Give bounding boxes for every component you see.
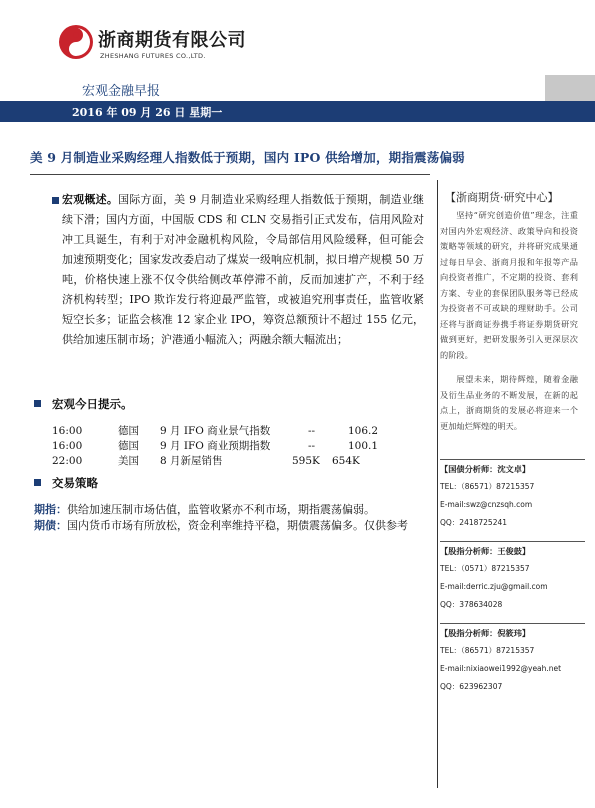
strategy-label: 期指： [34,503,67,516]
event-name: 9 月 IFO 商业预期指数 [160,440,271,452]
analyst-tel: TEL：（86571）87215357 [440,482,535,491]
event-row [52,439,432,454]
analyst-qq: QQ：378634028 [440,600,503,609]
event-row [52,424,432,439]
events-section-title: 宏观今日提示。 [52,397,133,411]
event-time: 22:00 [52,455,83,467]
strategy-item [34,502,424,518]
strategy-label: 期债： [34,519,67,532]
company-logo-icon [58,24,94,60]
headline-divider [30,174,430,175]
event-name: 9 月 IFO 商业景气指数 [160,425,271,437]
event-forecast: 654K [332,455,360,467]
sidebar-intro-paragraph: 展望未来，期待辉煌，随着金融及衍生品业务的不断发展，在新的起点上，浙商期货的发展必将迎来一个更加灿烂辉煌的明天。 [440,374,578,431]
event-time: 16:00 [52,425,83,437]
sidebar-intro-paragraph: 坚持“研究创造价值”理念，注重对国内外宏观经济、政策导向和投资策略等领域的研究，并将研究成果通过每日早会、浙商月报和年报等产品向投资者推广，不定期的投资、套利方案、专业的套保团队服务等已经成为投资者不可或缺的理财助手。公司还将与浙商证券携手将证券期货研究做到更好，把研发服务引入更深层次的阶段。 [440,210,578,360]
sidebar-intro [440,208,578,434]
analyst-name: 【股指分析师：倪筱玮】 [440,628,531,638]
square-bullet-icon [52,197,59,204]
analyst-tel: TEL：（86571）87215357 [440,646,535,655]
analyst-card [440,542,590,614]
analyst-qq: QQ：2418725241 [440,518,508,527]
analyst-card [440,624,590,696]
strategy-text: 供给加速压制市场估值，监管收紧亦不利市场，期指震荡偏弱。 [67,503,375,516]
event-previous: 595K [292,455,320,467]
square-bullet-icon [34,400,41,407]
company-name-cn: 浙商期货有限公司 [98,30,246,51]
event-time: 16:00 [52,440,83,452]
analyst-email[interactable]: E-mail:nixiaowei1992@yeah.net [440,664,562,673]
analyst-qq: QQ：623962307 [440,682,503,691]
headline: 美 9 月制造业采购经理人指数低于预期，国内 IPO 供给增加，期指震荡偏弱 [30,150,465,165]
analyst-email[interactable]: E-mail:swz@cnzsqh.com [440,500,533,509]
event-country: 德国 [118,440,139,452]
report-type: 宏观金融早报 [82,84,161,99]
macro-overview [62,190,424,350]
event-country: 美国 [118,455,139,467]
analyst-name: 【国债分析师：沈文卓】 [440,464,531,474]
event-forecast: 106.2 [348,425,379,437]
analyst-card [440,460,590,532]
report-date: 2016 年 09 月 26 日 星期一 [72,106,223,119]
square-bullet-icon [34,479,41,486]
header-accent-block [545,75,595,101]
analyst-tel: TEL：（0571）87215357 [440,564,530,573]
sidebar-title: 【浙商期货·研究中心】 [445,191,559,204]
event-country: 德国 [118,425,139,437]
analyst-email[interactable]: E-mail:derric.zju@gmail.com [440,582,548,591]
event-previous: -- [308,425,316,437]
strategy-section-title: 交易策略 [52,476,98,490]
event-forecast: 100.1 [348,440,379,452]
strategy-list [34,502,424,534]
overview-text: 国际方面，美 9 月制造业采购经理人指数低于预期，制造业继续下滑；国内方面，中国版 CDS 和 CLN 交易指引正式发布，信用风险对冲工具诞生，有利于对冲金融机构风险，令局部信用风险缓释，但可能会加速预期变化；国家发改委启动了煤炭一级响应机制，拟日增产规模 50 万吨，价格快速上涨不仅令供给侧改革停滞不前，反而加速扩产，不利于经济机构转型；IPO 欺诈发行将迎最严监管，或被追究刑事责任，监管收紧短空长多；证监会核准 12 家企业 IPO，筹资总额预计不超过 155 亿元，供给加速压制市场；沪港通小幅流入；两融余额大幅流出； [62,193,424,346]
analyst-name: 【股指分析师：王俊鼓】 [440,546,531,556]
events-table [52,424,432,469]
strategy-text: 国内货币市场有所放松，资金利率维持平稳，期债震荡偏多。仅供参考 [67,519,408,532]
event-name: 8 月新屋销售 [160,455,223,467]
strategy-item [34,518,424,534]
overview-label: 宏观概述。 [62,193,119,206]
event-row [52,454,432,469]
event-previous: -- [308,440,316,452]
company-name-en: ZHESHANG FUTURES CO.,LTD. [100,52,206,60]
